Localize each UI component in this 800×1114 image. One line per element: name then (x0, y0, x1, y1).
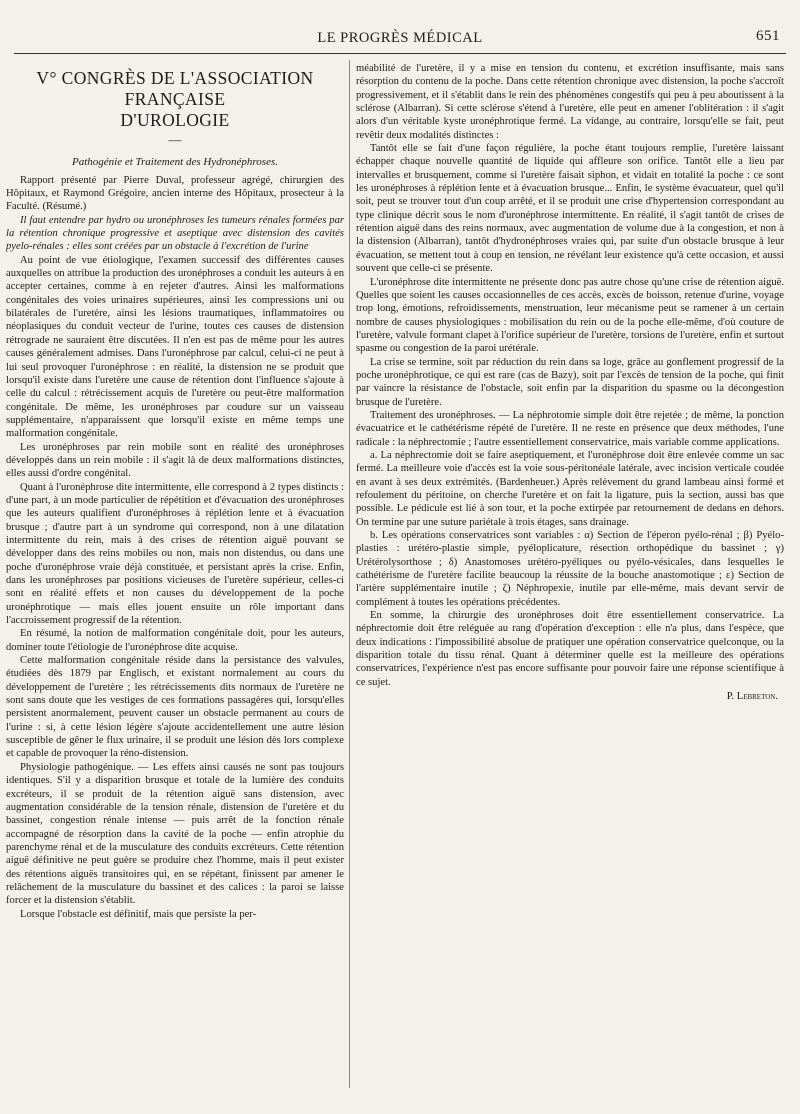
left-column (6, 62, 344, 1096)
intermittent-paragraph: Quant à l'uronéphrose dite intermittente, elle correspond à 2 types distincts : d'une part, à un mode particulier de répétition et d'évacuation des uronéphroses que les auteurs qualifient d'uronéphroses à réplétion lente et à évacuation brusque ; d'autre part à un syndrome qui correspond, non à une dilatation intermittente du rein, mais à des crises de rétention aiguë pouvant se développer dans des reins mobiles ou non, mais non distendus, ou dans une poche d'uronéphrose vraie déjà constituée, et persistant après la crise. Enfin, dans les uronéphroses par positions vicieuses de l'uretère supérieur, celles-ci sont en réalité effets et non causes du développement de la poche uronéphrotique — mais elles jouent ensuite un rôle important dans l'accroissement progressif de la rétention. (6, 481, 344, 627)
article-heading (6, 68, 344, 131)
page-number: 651 (756, 28, 780, 44)
article-subtitle: Pathogénie et Traitement des Hydronéphroses. (71, 156, 278, 169)
malformation-paragraph: Cette malformation congénitale réside dans la persistance des valvules, étudiées dès 1879 par Englisch, et existant normalement au cours du développement de l'uretère ; les rétrécissements dits normaux de l'uretère ne sont sans doute que les vestiges de ces formations passagères qui, lorsqu'elles persistent anormalement, peuvent causer un obstacle permanent au cours de l'urine : si, à cette lésion légère s'ajoute accidentellement une autre lésion susceptible de gêner le flux urinaire, il se produit une lésion dès lors complexe et capable de provoquer la réno-distension. (6, 655, 344, 760)
definition-paragraph: Il faut entendre par hydro ou uronéphroses les tumeurs rénales formées par la rétention chronique progressive et aseptique avec distension des cavités pyelo-rénales : elles sont créées par un obstacle à l'excrétion de l'urine (6, 214, 344, 253)
running-head (0, 22, 800, 50)
right-column (356, 62, 784, 1096)
conservative-paragraph: b. Les opérations conservatrices sont variables : α) Section de l'éperon pyélo-rénal ; β) Pyélo-plasties : urétéro-plastie simple, pyéloplicature, résection orthopédique du bassinet ; γ) Urétérolysorthose ; δ) Anastomoses urétéro-pyéliques ou pyélo-vésicales, dans lesquelles le cathétérisme de l'uretère facilite beaucoup la réussite de la bouche anastomotique ; ε) Section de l'artère supplémentaire inutile ; ζ) Néphropexie, inutile par elle-même, mais devant servir de complément à toutes les opérations précédentes. (356, 530, 784, 608)
intermittent-crisis-paragraph: L'uronéphrose dite intermittente ne présente donc pas autre chose qu'une crise de rétention aiguë. Quelles que soient les causes occasionnelles de ces accès, excès de boisson, retenue d'urine, voyage trop long, émotions, refroidissements, menstruation, leur mécanisme peut se ramener à un certain nombre de causes physiologiques : mobilisation du rein ou de la poche elle-même, d'où couture de l'uretère, valvule formant clapet à l'orifice supérieur de l'uretère, torsions de l'uretère, enfin et surtout spasme ou congestion de la paroi urétérale. (356, 276, 784, 355)
header-rule (14, 53, 786, 54)
heading-line-1: V° CONGRÈS DE L'ASSOCIATION FRANÇAISE (36, 68, 314, 109)
nephrectomy-paragraph: a. La néphrectomie doit se faire aseptiquement, et l'uronéphrose doit être enlevée comme un sac fermé. La meilleure voie d'accès est la voie sous-péritonéale latérale, avec incision verticale coudée en avant à ses deux extrémités. (Bardenheuer.) Après relèvement du grand lambeau ainsi formé et refoulement du péritoine, on cherche l'uretère et on fait la ligature, puis la section, aussi bas que possible. Le pédicule est lié à son tour, et la poche extirpée par retournement de dedans en dehors. On termine par une suture pariétale à trois étages, sans drainage. (356, 449, 784, 528)
heading-dash: — (168, 132, 182, 147)
physiology-paragraph: Physiologie pathogénique. — Les effets ainsi causés ne sont pas toujours identiques. S'il y a disparition brusque et totale de la lumière des conduits excréteurs, il se produit de la rétention aiguë sans distension, avec augmentation considérable de la tension rénale, distension de l'uretère et du bassinet, congestion rénale intense — puis arrêt de la fonction rénale accompagné de résorption dans la cavité de la poche — enfin atrophie du parenchyme rénal et de la musculature des conduits excréteurs. Cette rétention aiguë définitive ne peut guère se produire chez l'homme, mais il peut exister des rétentions aiguës transitoires qui, en se répétant, finissent par amener le relâchement de la musculature du bassinet et des calices : la paroi se laisse forcer et la distension s'établit. (6, 761, 344, 907)
mobile-kidney-paragraph: Les uronéphroses par rein mobile sont en réalité des uronéphroses développés dans un rein mobile : il s'agit là de deux malformations distinctes, elles aussi d'ordre congénital. (6, 441, 344, 480)
intro-paragraph: Rapport présenté par Pierre Duval, professeur agrégé, chirurgien des Hôpitaux, et Raymond Grégoire, ancien interne des Hôpitaux, prosecteur à la Faculté. (Résumé.) (6, 174, 344, 213)
conclusion-paragraph: En somme, la chirurgie des uronéphroses doit être essentiellement conservatrice. La néphrectomie doit être reléguée au rang d'opération d'exception : elle n'a plus, dans l'espèce, que deux indications : l'impossibilité absolue de pratiquer une opération conservatrice quelconque, ou la disparition totale du tissu rénal. Quant à déterminer quelle est la meilleure des opérations conservatrices, l'expérience n'est pas encore suffisante pour pouvoir faire une réponse scientifique à ce sujet. (356, 610, 784, 688)
running-title: LE PROGRÈS MÉDICAL (317, 30, 483, 46)
column-divider (349, 60, 350, 1088)
crisis-end-paragraph: La crise se termine, soit par réduction du rein dans sa loge, grâce au gonflement progressif de la poche uronéphrotique, ce qui est rare (cas de Bazy), soit par l'excès de tension de la poche, qui finit par vaincre la résistance de l'obstacle, soit enfin par la disparition du spasme ou la décongestion brusque de l'uretère. (356, 356, 784, 408)
etiology-paragraph: Au point de vue étiologique, l'examen successif des différentes causes auxquelles on attribue la production des uronéphroses a conduit les auteurs à en accepter certaines, comme à en rejeter d'autres. Ainsi les malformations congénitales des voies urinaires supérieures, ainsi les compressions uni ou bilatérales de l'uretère, ainsi les lésions traumatiques, inflammatoires ou néoplasiques du conduit vecteur de l'urine, toutes ces causes de distension rétrograde ne sauraient être discutées. Il n'en est pas de même pour les autres causes généralement admises. Dans l'uronéphrose par calcul, celui-ci ne peut à lui seul provoquer l'uronéphrose : en réalité, la distension ne se produit que lorsqu'il existe dans l'uretère une cause de rétention dont l'influence s'ajoute à celle du calcul : rétrécissement acquis de l'uretère ou peut-être malformation congénitale. De même, les uronéphroses par coudure sur un vaisseau supplémentaire, n'apparaissent que lorsqu'il existe en même temps une malformation congénitale. (6, 254, 344, 440)
treatment-paragraph: Traitement des uronéphroses. — La néphrotomie simple doit être rejetée ; de même, la ponction évacuatrice et le cathétérisme répété de l'uretère. Il ne reste en présence que deux méthodes, l'une radicale : la néphrectomie ; l'autre essentiellement conservatrice, mais variable comme applications. (356, 409, 784, 448)
author-signature: P. Lebreton. (726, 691, 778, 703)
permeability-paragraph: méabilité de l'uretère, il y a mise en tension du contenu, et excrétion insuffisante, mais sans résorption du contenu de la poche. Dans cette rétention chronique avec distension, la poche s'accroît progressivement, et il s'établit dans le rein des phénomènes congestifs qui peu à peu aboutissent à la sclérose (Albarran). Si cette sclérose s'étend à l'uretère, elle peut en amener l'oblitération : il s'agit alors d'un véritable kyste uronéphrotique fermé. La vidange, au contraire, lorsqu'elle se fait, peut revêtir deux modalités distinctes : (356, 63, 784, 141)
heading-line-2: D'UROLOGIE (120, 110, 230, 130)
continuation-paragraph: Lorsque l'obstacle est définitif, mais que persiste la per- (20, 908, 257, 920)
evacuation-paragraph: Tantôt elle se fait d'une façon régulière, la poche étant toujours remplie, l'uretère laissant échapper chaque nouvelle quantité de liquide qui affleure son orifice. Tantôt elle a lieu par intervalles et brusquement, comme si l'uretère faisait siphon, et vidait en totalité la poche : ce sont les uronéphroses à réplétion lente et à évacuation brusque... Enfin, le système évacuateur, quel qu'il soit, peut se trouver tout d'un coup arrêté, et il se produit une crise d'hypertension correspondant au type clinique décrit sous le nom d'uronéphrose intermittente. En réalité, il s'agit tantôt de crises de rétention aiguë dans des reins normaux, avec augmentation de volume due à la congestion, et non à la distension (Albarran), tantôt d'hydronéphroses vraies qui, par suite d'un obstacle brusque à leur évacuation, se mettent tout à coup en tension, ne révélant leur existence qu'à cette occasion, et aussi souvent que celle-ci se présente. (356, 143, 784, 275)
summary-paragraph: En résumé, la notion de malformation congénitale doit, pour les auteurs, dominer toute l'étiologie de l'uronéphrose dite acquise. (6, 628, 344, 653)
